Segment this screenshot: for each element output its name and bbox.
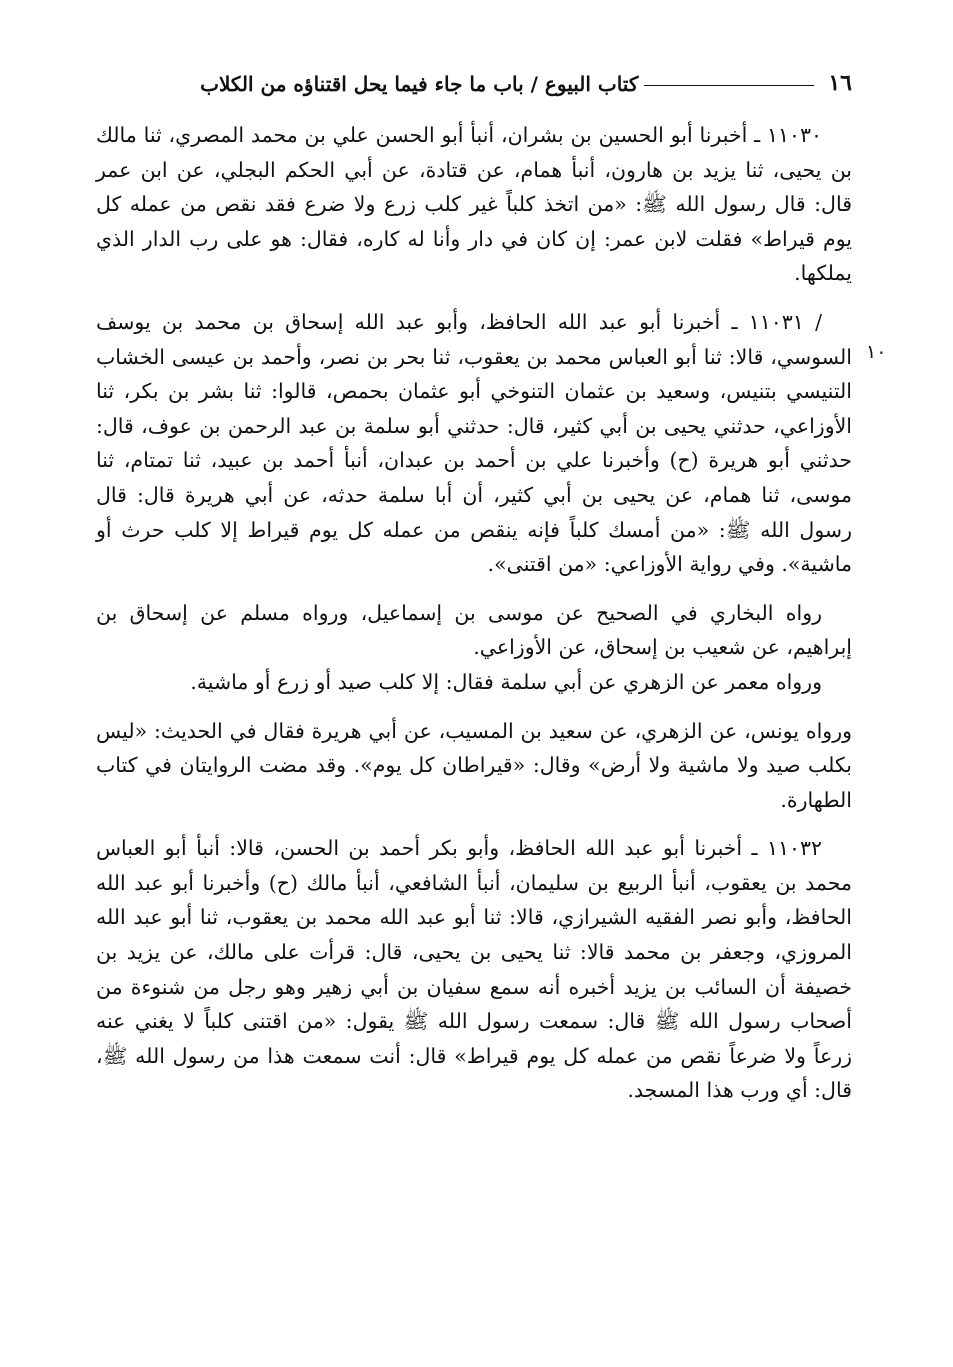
commentary-mamar: ورواه معمر عن الزهري عن أبي سلمة فقال: إلا كلب صيد أو زرع أو ماشية. bbox=[190, 669, 822, 694]
page-header bbox=[96, 60, 852, 96]
running-title: كتاب البيوع / باب ما جاء فيما يحل اقتناؤه من الكلاب bbox=[200, 72, 639, 96]
page-body bbox=[96, 118, 852, 1108]
commentary-bukhari-muslim: رواه البخاري في الصحيح عن موسى بن إسماعيل، ورواه مسلم عن إسحاق بن إبراهيم، عن شعيب بن إسحاق، عن الأوزاعي. bbox=[96, 600, 852, 660]
commentary-yunus: ورواه يونس، عن الزهري، عن سعيد بن المسيب، عن أبي هريرة فقال في الحديث: «ليس بكلب صيد ولا ماشية ولا أرض» وقال: «قيراطان كل يوم». وقد مضت الروايتان في كتاب الطهارة. bbox=[96, 718, 852, 812]
hadith-11030: ١١٠٣٠ ـ أخبرنا أبو الحسين بن بشران، أنبأ أبو الحسن علي بن محمد المصري، ثنا مالك بن يحيى، ثنا يزيد بن هارون، أنبأ همام، عن قتادة، عن أبي الحكم البجلي، عن ابن عمر قال: قال رسول الله ﷺ: «من اتخذ كلباً غير كلب زرع ولا ضرع فقد نقص من عمله كل يوم قيراط» فقلت لابن عمر: إن كان في دار وأنا له كاره، فقال: هو على رب الدار الذي يملكها. bbox=[96, 123, 852, 286]
header-rule bbox=[644, 85, 814, 86]
hadith-11031: / ١١٠٣١ ـ أخبرنا أبو عبد الله الحافظ، وأبو عبد الله إسحاق بن محمد بن يوسف السوسي، قالا: ثنا أبو العباس محمد بن يعقوب، ثنا بحر بن نصر، وأحمد بن عيسى الخشاب التنيسي بتنيس، وسعيد بن عثمان التنوخي أبو عثمان بحمص، قالوا: ثنا بشر بن بكر، ثنا الأوزاعي، حدثني يحيى بن أبي كثير، قال: حدثني أبو سلمة بن عبد الرحمن بن عوف، قال: حدثني أبو هريرة (ح) وأخبرنا علي بن أحمد بن عبدان، أنبأ أحمد بن عبيد، ثنا تمتام، ثنا موسى، ثنا همام، عن يحيى بن أبي كثير، أن أبا سلمة حدثه، عن أبي هريرة قال: قال رسول الله ﷺ: «من أمسك كلباً فإنه ينقص من عمله كل يوم قيراط إلا كلب حرث أو ماشية». وفي رواية الأوزاعي: «من اقتنى». bbox=[96, 309, 852, 577]
hadith-11032: ١١٠٣٢ ـ أخبرنا أبو عبد الله الحافظ، وأبو بكر أحمد بن الحسن، قالا: أنبأ أبو العباس محمد بن يعقوب، أنبأ الربيع بن سليمان، أنبأ الشافعي، أنبأ مالك (ح) وأخبرنا أبو عبد الله الحافظ، وأبو نصر الفقيه الشيرازي، قالا: ثنا أبو عبد الله محمد بن يعقوب، ثنا أبو عبد الله المروزي، وجعفر بن محمد قالا: ثنا يحيى بن يحيى، قال: قرأت على مالك، عن يزيد بن خصيفة أن السائب بن يزيد أخبره أنه سمع سفيان بن أبي زهير وهو رجل من شنوءة من أصحاب رسول الله ﷺ قال: سمعت رسول الله ﷺ يقول: «من اقتنى كلباً لا يغني عنه زرعاً ولا ضرعاً نقص من عمله كل يوم قيراط» قال: أنت سمعت هذا من رسول الله ﷺ، قال: أي ورب هذا المسجد. bbox=[96, 836, 852, 1103]
page-number: ١٦ bbox=[828, 70, 852, 96]
margin-line-marker: ١٠ bbox=[866, 341, 887, 363]
